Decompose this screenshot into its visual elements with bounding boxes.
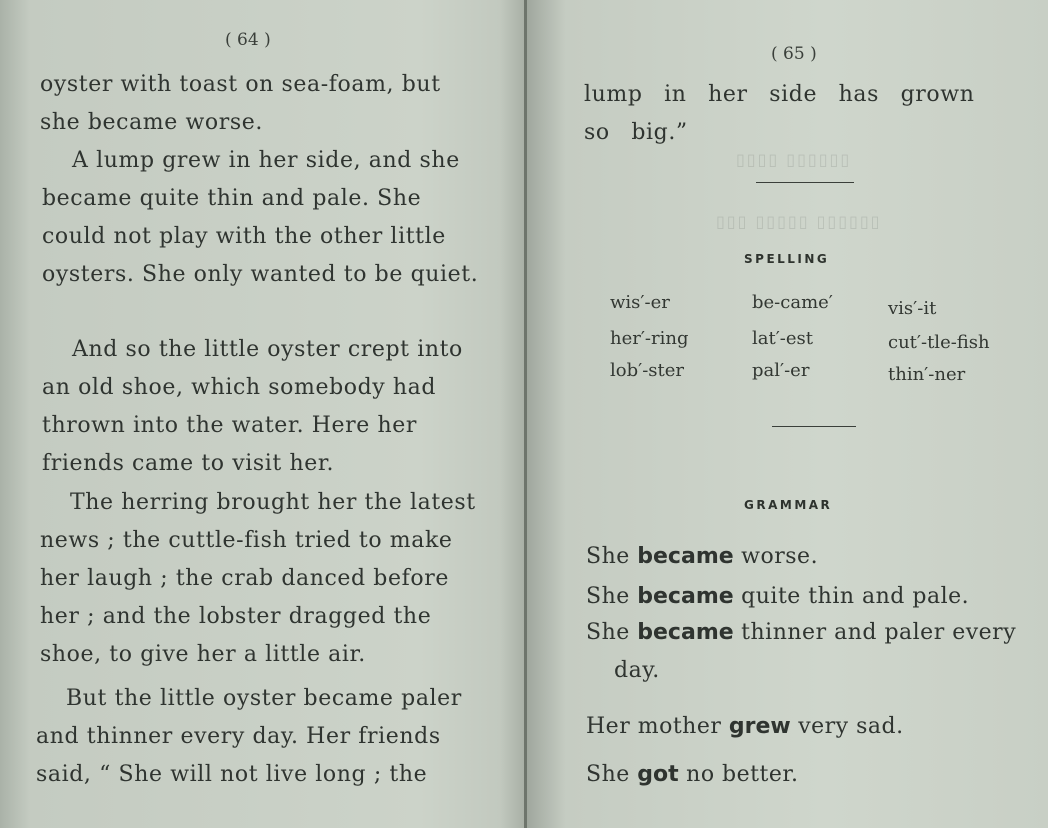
grammar-keyword: became	[637, 620, 734, 645]
spelling-word: cut′-tle-fish	[888, 332, 990, 353]
right-page	[526, 0, 1048, 828]
paragraph-5: But the little oyster became paler and thinner every day. Her friends said, “ She will not live long ; the	[36, 686, 462, 787]
grammar-line	[586, 582, 969, 612]
grammar-text: quite thin and pale.	[733, 584, 970, 609]
grammar-keyword: got	[637, 762, 679, 787]
paragraph-1: oyster with toast on sea-foam, but she became worse.	[40, 72, 441, 135]
grammar-text: Her mother	[586, 714, 729, 739]
spelling-word: thin′-ner	[888, 364, 966, 385]
grammar-text: very sad.	[790, 714, 904, 739]
grammar-line	[586, 760, 798, 790]
grammar-line	[586, 542, 818, 572]
show-through-text: ▯▯▯ ▯▯▯▯▯ ▯▯▯▯▯▯	[716, 212, 882, 231]
grammar-text: She	[586, 544, 638, 569]
grammar-heading: GRAMMAR	[744, 498, 833, 512]
grammar-keyword: grew	[728, 714, 791, 739]
grammar-text: She	[586, 762, 638, 787]
divider-top	[756, 182, 854, 183]
spelling-word: vis′-it	[888, 298, 937, 319]
grammar-text: thinner and paler every day.	[614, 620, 1017, 683]
spelling-heading: SPELLING	[744, 252, 830, 266]
grammar-text: She	[586, 620, 638, 645]
grammar-text: no better.	[678, 762, 799, 787]
spelling-word: lob′-ster	[610, 360, 685, 381]
grammar-text: She	[586, 584, 638, 609]
spelling-word: her′-ring	[610, 328, 689, 349]
paragraph-2: A lump grew in her side, and she became quite thin and pale. She could not play with the other little oysters. She only wanted to be quiet.	[42, 148, 479, 287]
spelling-word: lat′-est	[752, 328, 814, 349]
grammar-keyword: became	[637, 544, 734, 569]
grammar-line	[586, 614, 1048, 690]
book-spine	[524, 0, 527, 828]
paragraph-4: The herring brought her the latest news ; the cuttle-fish tried to make her laugh ; the crab danced before her ; and the lobster dragged the shoe, to give her a little air.	[40, 490, 476, 667]
page-number-right: ( 65 )	[771, 44, 817, 64]
paragraph-3: And so the little oyster crept into an old shoe, which somebody had thrown into the water. Here her friends came to visit her.	[42, 337, 463, 476]
grammar-keyword: became	[637, 584, 734, 609]
spelling-word: pal′-er	[752, 360, 810, 381]
page-number-left: ( 64 )	[225, 30, 271, 50]
divider-middle	[772, 426, 856, 427]
grammar-text: worse.	[733, 544, 819, 569]
spelling-word: wis′-er	[610, 292, 670, 313]
spelling-word: be-came′	[752, 292, 833, 313]
continuation-text: lump in her side has grown so big.”	[584, 82, 975, 145]
show-through-text: ▯▯▯▯ ▯▯▯▯▯▯	[736, 150, 852, 169]
grammar-line	[586, 712, 904, 742]
